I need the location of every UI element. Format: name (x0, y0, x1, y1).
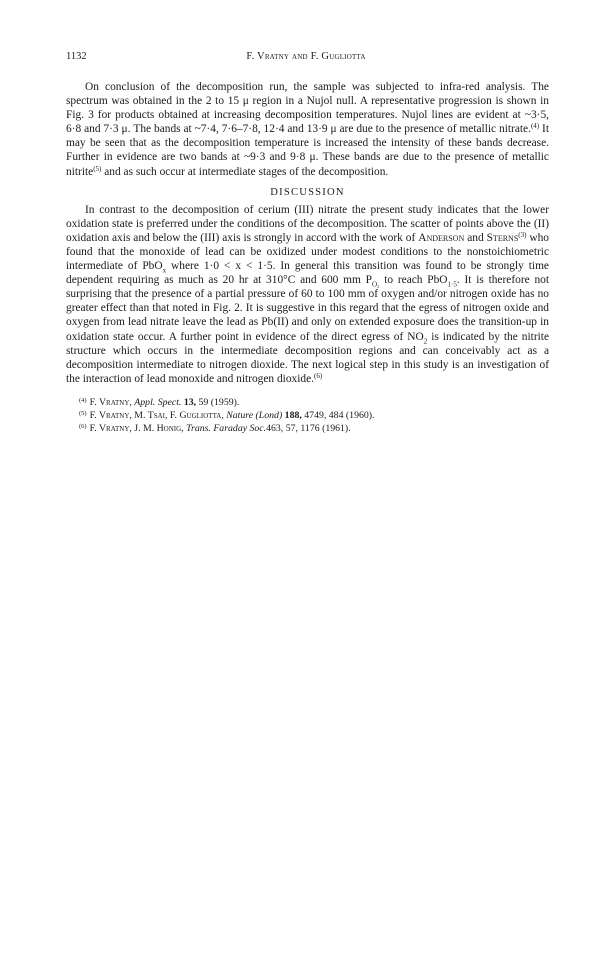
page-header (66, 49, 546, 65)
paragraph-text: where 1·0 < x < 1·5. In general this transition was found to be strongly time dependent requiring as much as 20 hr at 310°C and 600 mm P (66, 260, 549, 287)
subscript: x (162, 266, 167, 275)
paragraph-text: who found that the monoxide of lead can be oxidized under modest conditions to the nonstoichiometric intermediate of PbO (66, 231, 549, 273)
running-head: F. Vratny and F. Gugliotta (246, 51, 366, 62)
citation-4: (4) (530, 122, 540, 131)
footnotes (66, 396, 549, 436)
paragraph-text: It may be seen that as the decomposition temperature is increased the intensity of these bands decrease. Further in evidence are two bands at ~9·3 and 9·8 μ. These bands are due to the presence of metallic nitrite (66, 123, 549, 178)
footnote-authors: F. Vratny, M. Tsai, F. Gugliotta, (89, 410, 224, 422)
footnote-mark: (6) (79, 423, 87, 431)
citation-5: (5) (93, 164, 102, 173)
section-heading: DISCUSSION (270, 186, 345, 198)
paragraph-text: and as such occur at intermediate stages of the decomposition. (101, 165, 389, 178)
footnote-item (66, 396, 549, 409)
paragraph-text: and (464, 231, 487, 244)
author-name: Sterns (486, 231, 519, 244)
page-number: 1132 (66, 51, 87, 62)
footnote-rest: 59 (1959). (196, 396, 240, 408)
footnote-volume: 188, (284, 410, 302, 422)
subscript: 1·5 (447, 280, 457, 289)
paragraph-text: is indicated by the nitrite structure which occurs in the intermediate decomposition regions and can conceivably act as a decomposition intermediate to nitrogen dioxide. The next logical step in this study is an investigation of the interaction of lead monoxide and nitrogen dioxide. (66, 330, 549, 385)
footnote-mark: (4) (79, 396, 87, 404)
footnote-authors: F. Vratny, J. M. Honig, (89, 423, 184, 435)
author-name: Anderson (418, 231, 465, 244)
footnote-item (66, 422, 549, 435)
paragraph-text: In contrast to the decomposition of cerium (III) nitrate the present study indicates that the lower oxidation state is preferred under the conditions of the decomposition. The scatter of points above the (II) oxidation axis and below the (III) axis is strongly in accord with the work of (66, 203, 549, 244)
paragraph-infrared-analysis (66, 80, 549, 179)
subscript: 2 (423, 336, 428, 345)
citation-6: (6) (314, 371, 323, 380)
citation-3: (3) (518, 230, 527, 239)
footnote-journal: Nature (Lond) (226, 410, 283, 422)
footnote-item (66, 409, 549, 422)
footnote-rest: 4749, 484 (1960). (301, 410, 375, 422)
footnote-rest: 463, 57, 1176 (1961). (266, 423, 351, 435)
footnote-journal: Trans. Faraday Soc. (186, 423, 267, 435)
subscript: O₂ (371, 280, 380, 289)
footnote-authors: F. Vratny, (89, 396, 132, 408)
body-text (66, 80, 549, 435)
paragraph-text: to reach PbO (379, 274, 448, 287)
footnote-journal: Appl. Spect. (134, 396, 182, 408)
paragraph-discussion (66, 203, 549, 386)
footnote-volume: 13, (183, 396, 197, 408)
footnote-mark: (5) (79, 410, 87, 418)
paragraph-text: . It is therefore not surprising that the presence of a partial pressure of 60 to 100 mm of oxygen and/or nitrogen oxide has no greater effect than that noted in Fig. 2. It is suggestive in this regard that the egress of nitrogen oxide and oxygen from lead nitrate leave the lead as Pb(II) and only on extended exposure does the transition-up in oxidation state occur. A further point in evidence of the direct egress of NO (66, 274, 549, 343)
paragraph-text: On conclusion of the decomposition run, the sample was subjected to infra-red analysis. The spectrum was obtained in the 2 to 15 μ region in a Nujol null. A representative progression is shown in Fig. 3 for products obtained at increasing decomposition temperatures. Nujol lines are evident at ~3·5, 6·8 and 7·3 μ. The bands at ~7·4, 7·6–7·8, 12·4 and 13·9 μ are due to the presence of metallic nitrate. (66, 81, 549, 136)
